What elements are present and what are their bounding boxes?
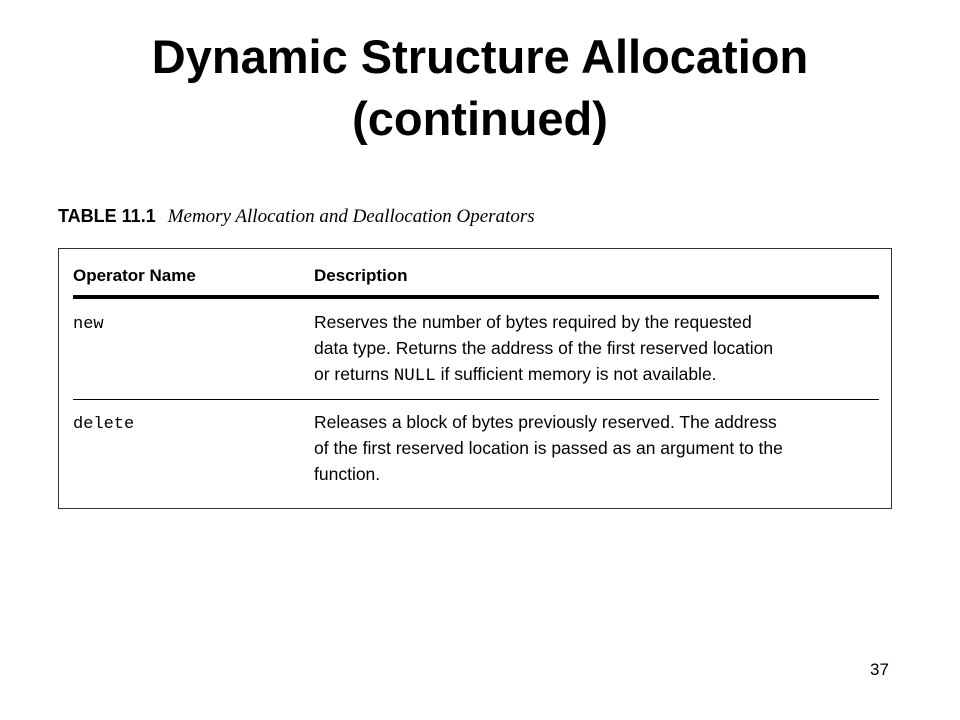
description-line: Releases a block of bytes previously reserved. The address <box>314 412 777 432</box>
table-caption <box>58 206 535 228</box>
table-header-row <box>73 265 879 287</box>
row-divider <box>73 399 879 400</box>
description-line <box>314 361 884 389</box>
operator-description-new <box>314 309 884 389</box>
header-operator-name: Operator Name <box>73 266 196 285</box>
operator-description-delete <box>314 409 884 487</box>
table-number: TABLE 11.1 <box>58 206 156 226</box>
operator-name-delete: delete <box>73 415 135 434</box>
slide-title-line-1: Dynamic Structure Allocation <box>151 30 809 83</box>
description-text: if sufficient memory is not available. <box>435 364 717 384</box>
description-line: data type. Returns the address of the first reserved location <box>314 338 774 358</box>
table-title: Memory Allocation and Deallocation Operators <box>167 206 535 227</box>
null-keyword: NULL <box>393 366 436 386</box>
page-number: 37 <box>870 660 889 679</box>
header-divider <box>73 295 879 299</box>
slide-title <box>0 26 960 150</box>
description-line: Reserves the number of bytes required by the requested <box>314 312 752 332</box>
operator-name-new: new <box>73 315 104 334</box>
header-description: Description <box>314 266 408 285</box>
operators-table <box>58 248 892 509</box>
description-line: function. <box>314 464 381 484</box>
slide-title-line-2: (continued) <box>352 92 608 145</box>
description-line: of the first reserved location is passed as an argument to the <box>314 438 783 458</box>
description-text: or returns <box>314 364 394 384</box>
